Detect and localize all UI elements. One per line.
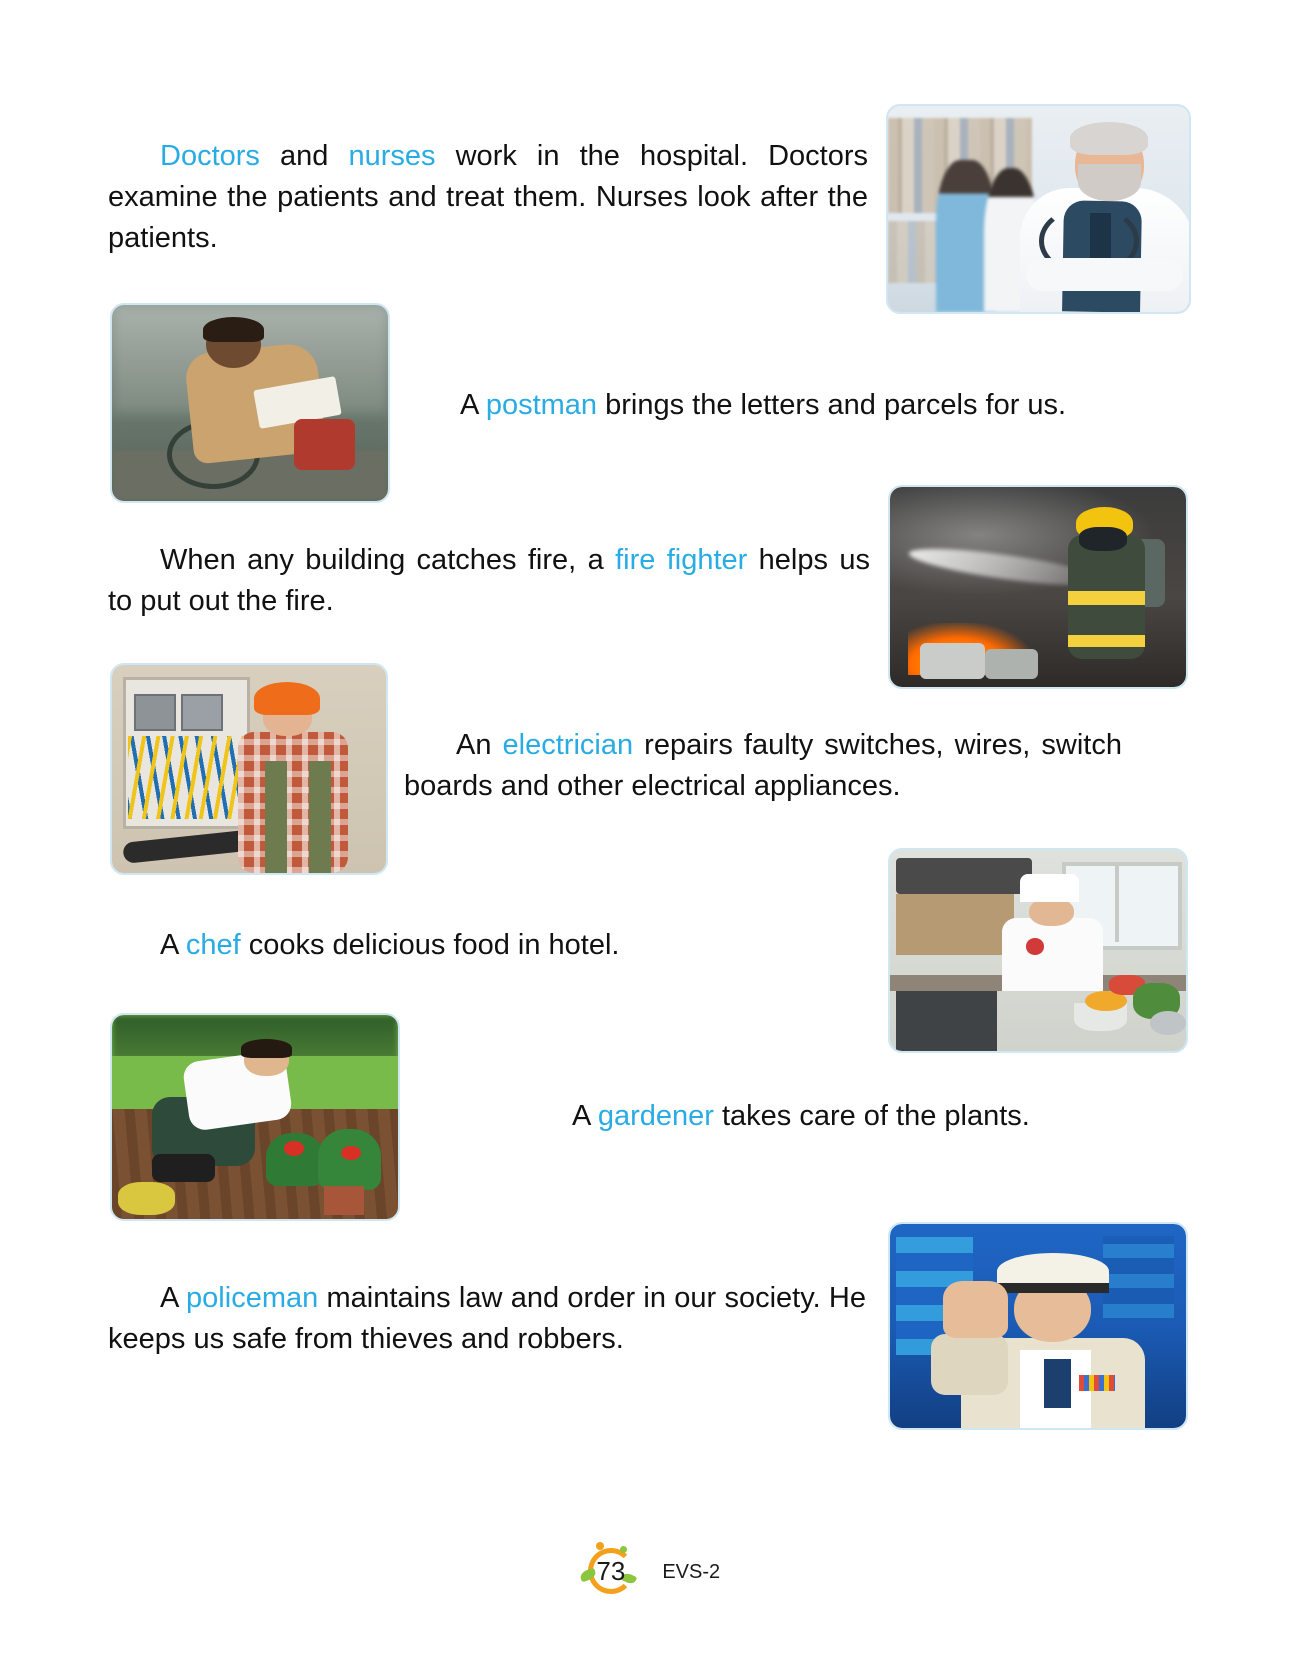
firefighter-photo [888, 485, 1188, 689]
keyword-chef: chef [185, 929, 241, 961]
text-chef-rest: cooks delicious food in hotel. [240, 929, 620, 961]
paragraph-chef [108, 925, 868, 966]
text-policeman-pre: A [160, 1282, 187, 1314]
policeman-photo [888, 1222, 1188, 1430]
keyword-fire-fighter: fire fighter [615, 544, 748, 576]
text-postman-rest: brings the letters and parcels for us. [597, 389, 1067, 421]
keyword-policeman: policeman [186, 1282, 319, 1314]
text-policeman-rest: maintains law and order in our society. He keeps us safe from thieves and robbers. [108, 1282, 866, 1356]
text-electrician-pre: An [456, 729, 503, 761]
text-firefighter-rest: helps us to put out the fire. [108, 544, 870, 618]
page-number-badge [576, 1544, 654, 1600]
text-gardener-pre: A [572, 1100, 598, 1132]
postman-photo [110, 303, 390, 503]
subject-label: EVS-2 [662, 1560, 721, 1583]
text-doctors-mid: and [259, 140, 349, 172]
keyword-gardener: gardener [597, 1100, 714, 1132]
paragraph-gardener [572, 1096, 1172, 1137]
page-number: 73 [596, 1556, 626, 1586]
keyword-doctors: Doctors [160, 140, 260, 172]
text-gardener-rest: takes care of the plants. [713, 1100, 1030, 1132]
paragraph-postman [460, 385, 1160, 426]
electrician-photo [110, 663, 388, 875]
gardener-photo [110, 1013, 400, 1221]
paragraph-policeman [108, 1278, 866, 1360]
text-electrician-rest: repairs faulty switches, wires, switch boards and other electrical appliances. [404, 729, 1122, 803]
text-doctors-rest: work in the hospital. Doctors examine the patients and treat them. Nurses look after the patients. [108, 140, 869, 255]
keyword-electrician: electrician [502, 729, 634, 761]
paragraph-firefighter [108, 540, 870, 622]
chef-photo [888, 848, 1188, 1053]
paragraph-doctors [108, 136, 868, 260]
doctor-photo [886, 104, 1191, 314]
text-firefighter-pre: When any building catches fire, a [160, 544, 616, 576]
keyword-postman: postman [485, 389, 598, 421]
keyword-nurses: nurses [348, 140, 436, 172]
text-chef-pre: A [160, 929, 186, 961]
text-postman-pre: A [460, 389, 486, 421]
paragraph-electrician [404, 725, 1122, 807]
page-footer [0, 1544, 1296, 1600]
